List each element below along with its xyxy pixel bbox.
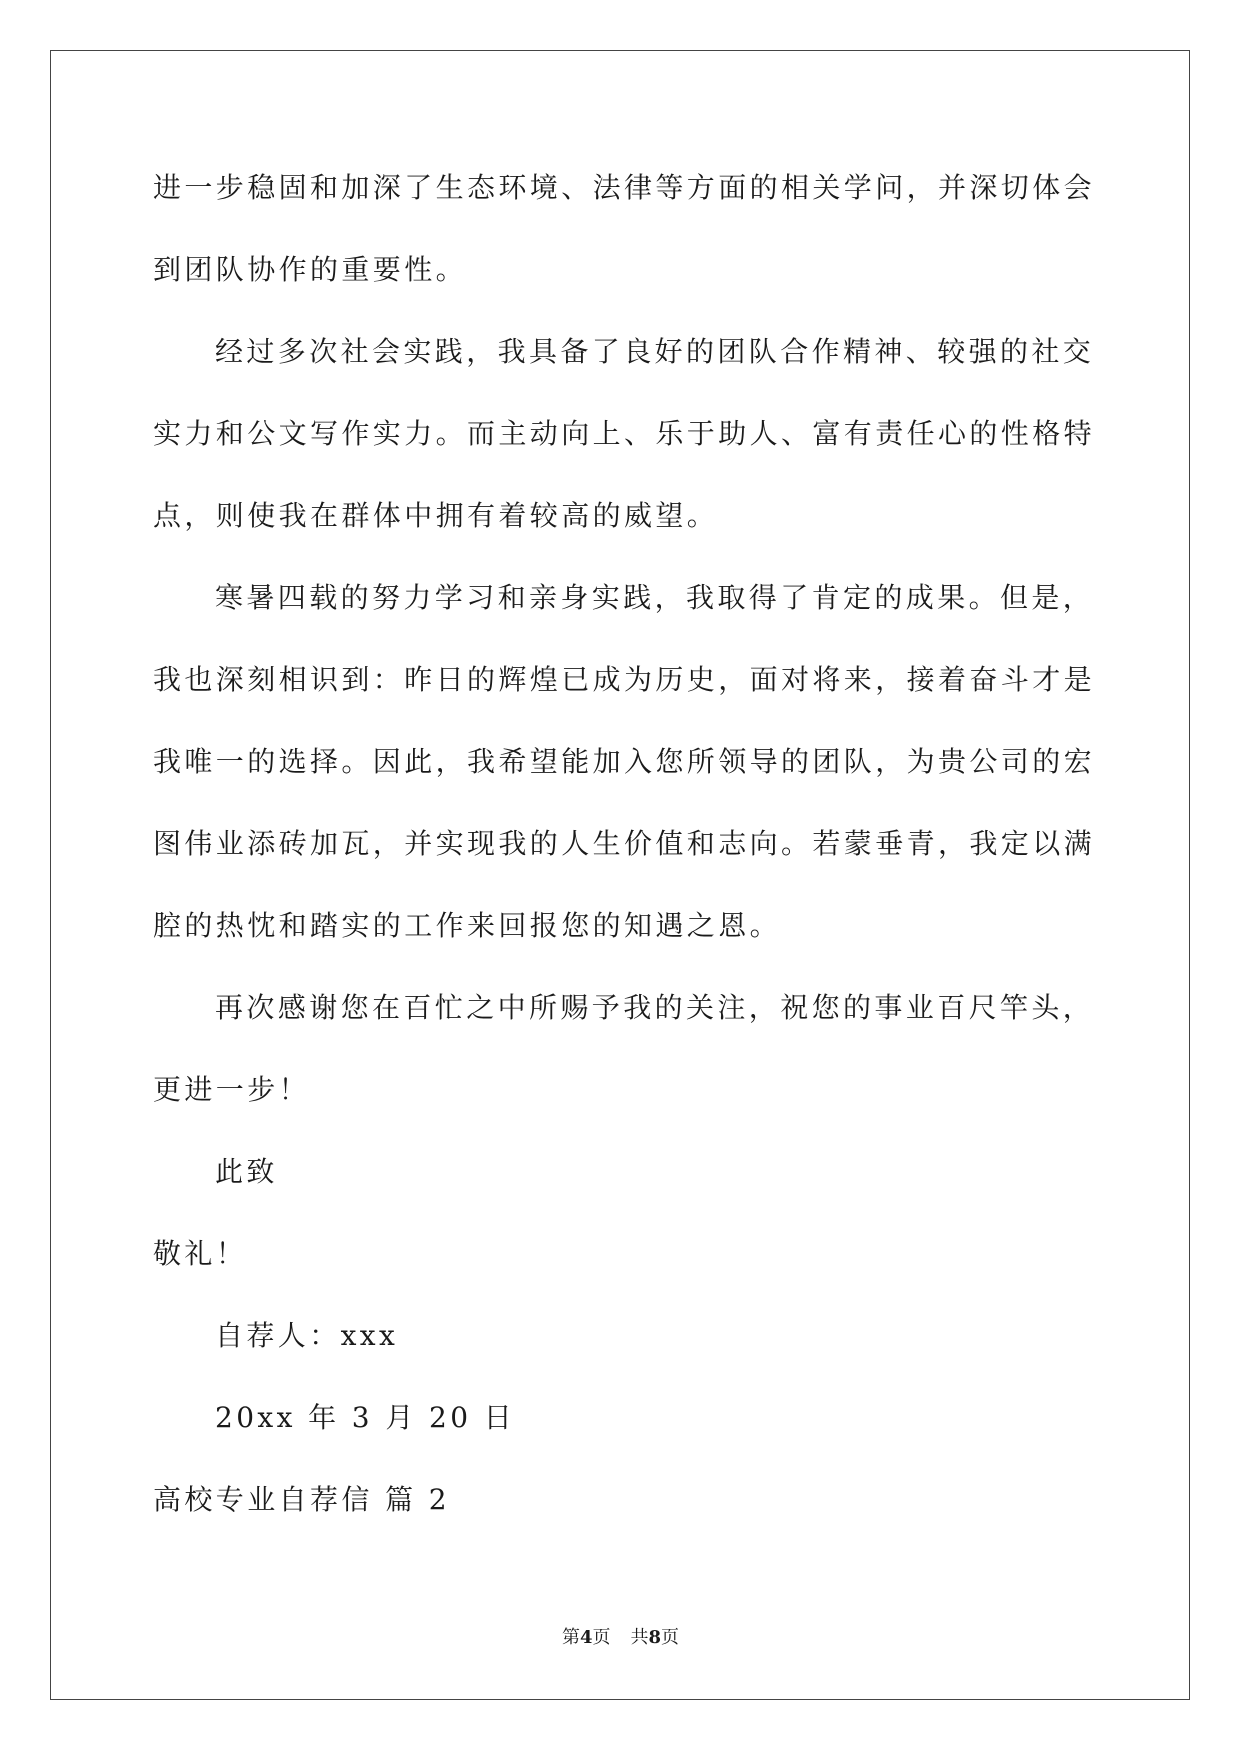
total-prefix: 共	[630, 1627, 649, 1648]
paragraph-line: 经过多次社会实践，我具备了良好的团队合作精神、较强的社交	[215, 335, 1095, 368]
page-prefix: 第	[561, 1627, 580, 1648]
page-suffix: 页	[592, 1627, 611, 1648]
paragraph-line: 到团队协作的重要性。	[153, 253, 468, 286]
paragraph-line: 更进一步！	[153, 1073, 311, 1106]
paragraph-line: 寒暑四载的努力学习和亲身实践，我取得了肯定的成果。但是，	[215, 581, 1095, 614]
paragraph-line: 实力和公文写作实力。而主动向上、乐于助人、富有责任心的性格特	[153, 417, 1096, 450]
closing-regards: 敬礼！	[153, 1237, 248, 1270]
section-heading: 高校专业自荐信 篇 2	[153, 1483, 451, 1516]
page-total: 8	[648, 1627, 662, 1648]
paragraph-line: 进一步稳固和加深了生态环境、法律等方面的相关学问，并深切体会	[153, 171, 1096, 204]
closing-salutation: 此致	[215, 1155, 278, 1188]
page-border	[50, 50, 1190, 1700]
paragraph-line: 图伟业添砖加瓦，并实现我的人生价值和志向。若蒙垂青，我定以满	[153, 827, 1096, 860]
signature-line: 自荐人：xxx	[215, 1319, 399, 1352]
page-current: 4	[579, 1627, 593, 1648]
paragraph-line: 点，则使我在群体中拥有着较高的威望。	[153, 499, 719, 532]
paragraph-line: 我唯一的选择。因此，我希望能加入您所领导的团队，为贵公司的宏	[153, 745, 1096, 778]
date-line: 20xx 年 3 月 20 日	[215, 1401, 516, 1434]
page-footer	[0, 1626, 1241, 1650]
total-suffix: 页	[661, 1627, 680, 1648]
paragraph-line: 再次感谢您在百忙之中所赐予我的关注，祝您的事业百尺竿头，	[215, 991, 1095, 1024]
paragraph-line: 腔的热忱和踏实的工作来回报您的知遇之恩。	[153, 909, 782, 942]
paragraph-line: 我也深刻相识到：昨日的辉煌已成为历史，面对将来，接着奋斗才是	[153, 663, 1096, 696]
